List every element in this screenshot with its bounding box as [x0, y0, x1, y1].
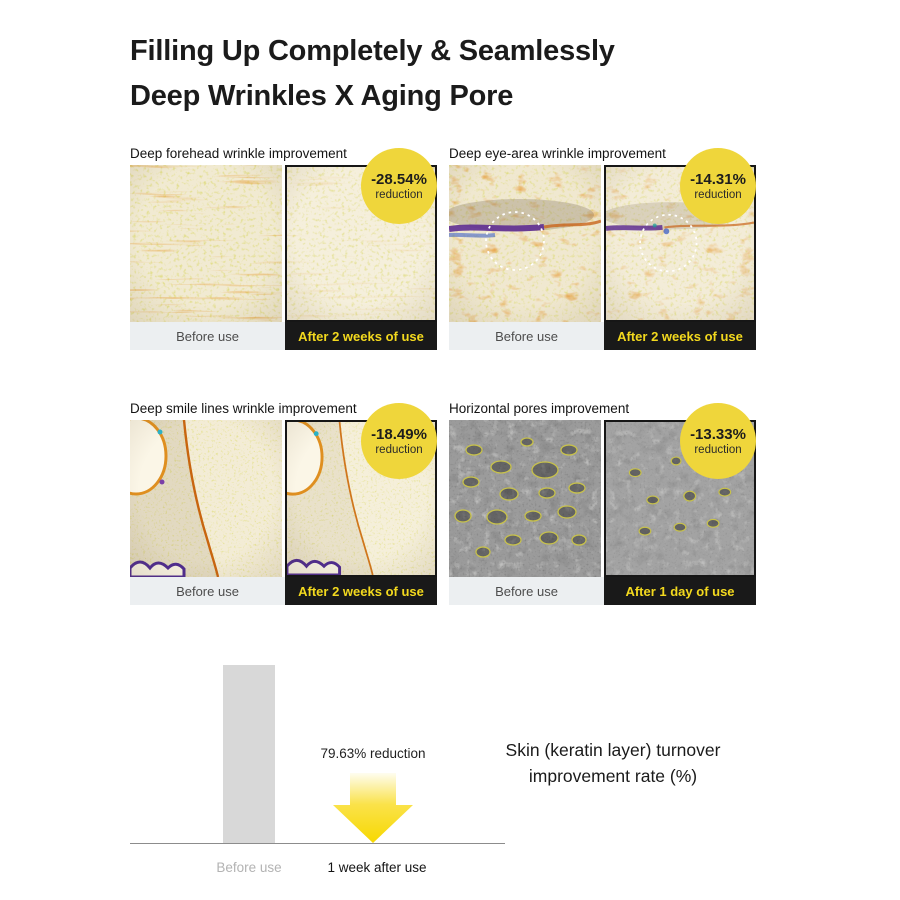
panel-eye-area-wrinkle [449, 146, 756, 350]
reduction-badge [361, 403, 437, 479]
page-title-line2: Deep Wrinkles X Aging Pore [130, 80, 514, 112]
badge-value: -13.33% [690, 425, 746, 443]
panel-forehead-wrinkle [130, 146, 437, 350]
after-use-label: After 2 weeks of use [604, 322, 756, 350]
before-photo-smile-lines [130, 420, 282, 577]
badge-label: reduction [694, 443, 742, 456]
page-title-line1: Filling Up Completely & Seamlessly [130, 35, 615, 67]
chart-title [478, 737, 748, 789]
badge-value: -28.54% [371, 170, 427, 188]
page-title [130, 29, 615, 119]
chart-title-line2: improvement rate (%) [528, 766, 698, 786]
after-use-label: After 1 day of use [604, 577, 756, 605]
axis-label-before: Before use [216, 860, 282, 875]
chart-title-line1: Skin (keratin layer) turnover [505, 740, 721, 760]
reduction-badge [361, 148, 437, 224]
reduction-badge [680, 403, 756, 479]
panel-title: Horizontal pores improvement [449, 401, 630, 416]
after-use-label: After 2 weeks of use [285, 322, 437, 350]
panel-title: Deep forehead wrinkle improvement [130, 146, 347, 161]
axis-label-after: 1 week after use [327, 860, 427, 875]
chart-bar-before [223, 665, 275, 843]
after-use-label: After 2 weeks of use [285, 577, 437, 605]
before-use-label: Before use [449, 322, 604, 350]
before-photo-eye-area [449, 165, 601, 322]
badge-label: reduction [375, 188, 423, 201]
badge-label: reduction [694, 188, 742, 201]
x-axis-line [130, 843, 505, 844]
before-photo-pores [449, 420, 601, 577]
reduction-badge [680, 148, 756, 224]
before-use-label: Before use [449, 577, 604, 605]
badge-label: reduction [375, 443, 423, 456]
badge-value: -18.49% [371, 425, 427, 443]
panel-title: Deep smile lines wrinkle improvement [130, 401, 357, 416]
panel-smile-lines-wrinkle [130, 401, 437, 605]
down-arrow-icon [333, 773, 413, 843]
panel-horizontal-pores [449, 401, 756, 605]
badge-value: -14.31% [690, 170, 746, 188]
before-use-label: Before use [130, 577, 285, 605]
panel-title: Deep eye-area wrinkle improvement [449, 146, 666, 161]
reduction-annotation: 79.63% reduction [320, 746, 426, 761]
before-photo-forehead [130, 165, 282, 322]
before-use-label: Before use [130, 322, 285, 350]
